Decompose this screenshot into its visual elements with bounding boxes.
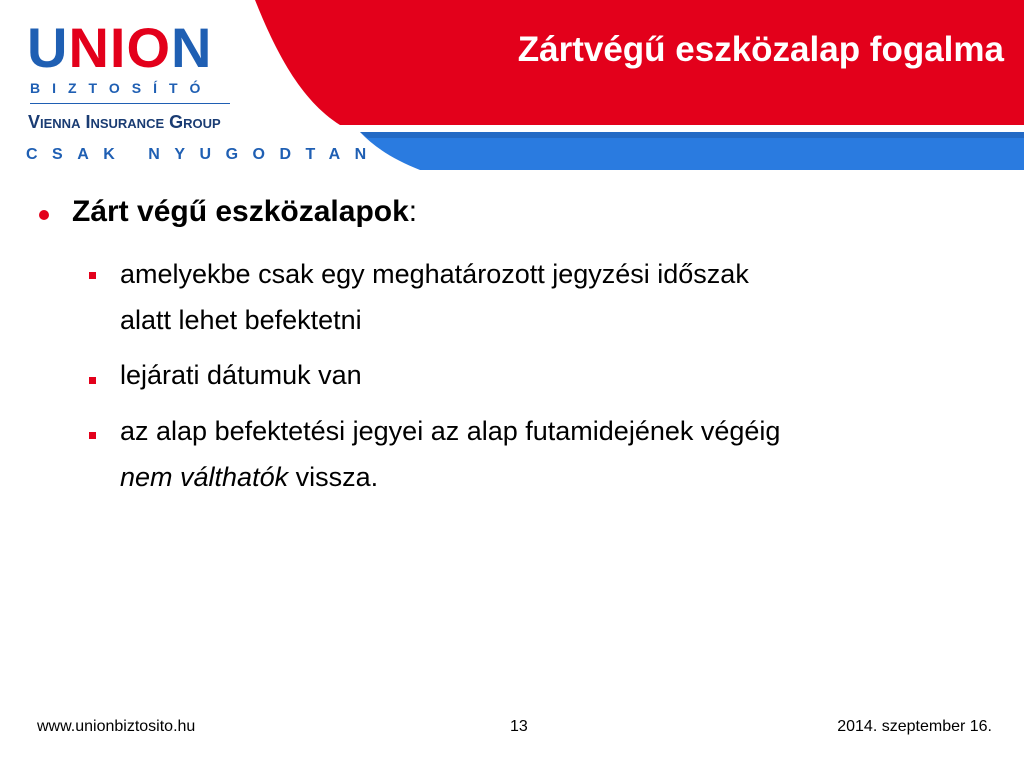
logo-wordmark: UNION xyxy=(27,16,213,79)
logo-divider xyxy=(30,103,230,104)
footer-website: www.unionbiztosito.hu xyxy=(37,718,196,735)
item-line: lejárati dátumuk van xyxy=(120,360,362,390)
union-logo xyxy=(0,0,390,170)
list-item xyxy=(120,352,1000,398)
level2-bullet xyxy=(89,272,96,279)
item-line xyxy=(120,454,1000,500)
list-item xyxy=(120,251,1000,343)
level1-bullet xyxy=(39,210,49,220)
item-line: az alap befektetési jegyei az alap futamidejének végéig xyxy=(120,416,781,446)
heading-colon: : xyxy=(408,195,418,228)
heading-bold: Zárt végű eszközalapok xyxy=(72,195,409,228)
slide-title: Zártvégű eszközalap fogalma xyxy=(517,30,1004,69)
level2-bullet xyxy=(89,377,96,384)
footer-date: 2014. szeptember 16. xyxy=(837,718,992,735)
heading-line xyxy=(72,195,417,229)
list-item xyxy=(120,408,1000,500)
logo-subtitle: BIZTOSÍTÓ xyxy=(30,80,213,96)
logo-group-name: Vienna Insurance Group xyxy=(28,112,221,132)
level2-bullet xyxy=(89,432,96,439)
footer-page-number: 13 xyxy=(510,718,528,735)
item-italic: nem válthatók xyxy=(120,462,289,492)
item-rest: vissza. xyxy=(288,462,379,492)
item-line: amelyekbe csak egy meghatározott jegyzési időszak xyxy=(120,259,749,289)
item-line: alatt lehet befektetni xyxy=(120,305,362,335)
slogan: CSAK NYUGODTAN xyxy=(26,146,381,163)
